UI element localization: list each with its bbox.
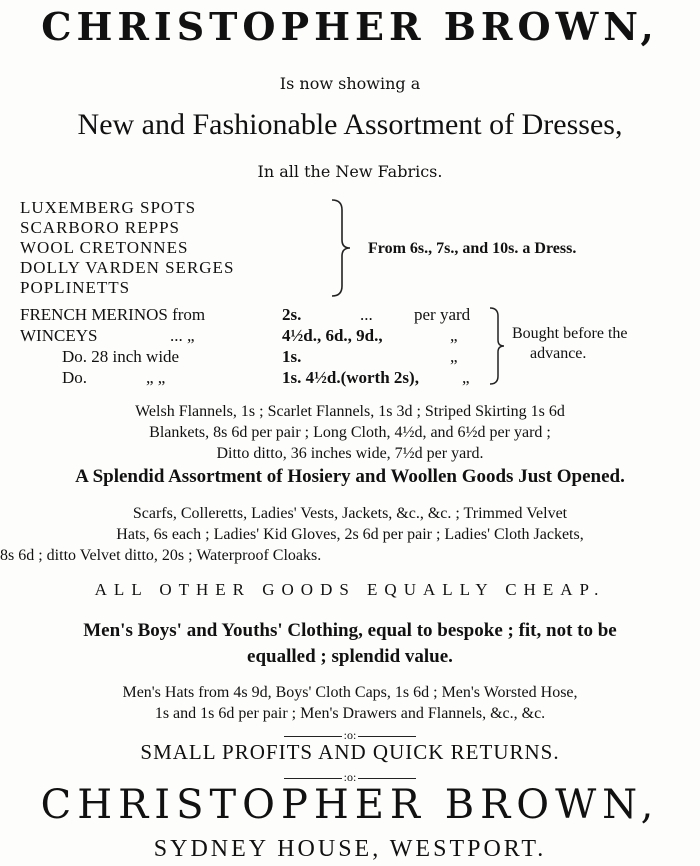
flannels-line: Welsh Flannels, 1s ; Scarlet Flannels, 1s 3d ; Striped Skirting 1s 6d — [135, 403, 565, 420]
hats-line: 1s and 1s 6d per pair ; Men's Drawers and Flannels, &c., &c. — [154, 705, 546, 722]
price-row — [20, 304, 500, 325]
fabric-item: POPLINETTS — [20, 278, 131, 297]
price-row-name: Do. — [62, 368, 88, 387]
clothing-line: equalled ; splendid value. — [247, 646, 453, 667]
bought-note — [512, 324, 628, 364]
price-row-name: WINCEYS — [20, 326, 98, 345]
hosiery-line: 8s 6d ; ditto Velvet ditto, 20s ; Waterproof Cloaks. — [0, 547, 322, 564]
price-row-price: 4½d., 6d., 9d., — [282, 326, 383, 345]
price-row-unit: per yard — [414, 305, 471, 324]
price-row-unit: „ — [462, 368, 470, 387]
price-row-name: FRENCH MERINOS from — [20, 305, 206, 324]
bought-note-line: advance. — [530, 345, 587, 362]
ornament-divider: :o: — [0, 770, 700, 785]
fabric-item: SCARBORO REPPS — [20, 218, 180, 237]
price-row — [20, 325, 500, 346]
bought-note-line: Bought before the — [512, 325, 628, 342]
price-row-price: 2s. — [282, 305, 302, 324]
merino-table — [20, 304, 500, 388]
price-row-unit: „ — [450, 326, 458, 345]
hosiery-line: Hats, 6s each ; Ladies' Kid Gloves, 2s 6d per pair ; Ladies' Cloth Jackets, — [116, 526, 584, 543]
showing-line: Is now showing a — [279, 74, 421, 93]
price-row-price: 1s. 4½d.(worth 2s), — [282, 368, 419, 387]
dress-price: From 6s., 7s., and 10s. a Dress. — [368, 240, 577, 257]
headline: New and Fashionable Assortment of Dresses, — [77, 108, 623, 141]
clothing-line: Men's Boys' and Youths' Clothing, equal to bespoke ; fit, not to be — [83, 620, 617, 641]
brace-icon — [328, 198, 352, 298]
hosiery-headline: A Splendid Assortment of Hosiery and Woollen Goods Just Opened. — [75, 466, 625, 487]
flannels-line: Blankets, 8s 6d per pair ; Long Cloth, 4½d, and 6½d per yard ; — [149, 424, 551, 441]
price-row-dots: ... — [360, 305, 373, 324]
slogan: SMALL PROFITS AND QUICK RETURNS. — [140, 740, 560, 764]
hosiery-line: Scarfs, Colleretts, Ladies' Vests, Jackets, &c., &c. ; Trimmed Velvet — [132, 505, 568, 522]
price-row-name: Do. 28 inch wide — [62, 347, 180, 366]
price-row-price: 1s. — [282, 347, 302, 366]
merchant-name-bottom: CHRISTOPHER BROWN, — [40, 782, 660, 828]
price-row-mark: „ „ — [146, 368, 166, 387]
ornament-divider: :o: — [0, 728, 700, 743]
address: SYDNEY HOUSE, WESTPORT. — [153, 836, 547, 862]
hats-line: Men's Hats from 4s 9d, Boys' Cloth Caps, 1s 6d ; Men's Worsted Hose, — [122, 684, 578, 701]
price-row — [20, 367, 500, 388]
subhead: In all the New Fabrics. — [257, 162, 443, 181]
price-row-mark: ... „ — [170, 326, 195, 345]
cheap-banner: ALL OTHER GOODS EQUALLY CHEAP. — [94, 580, 606, 599]
merchant-name-top: CHRISTOPHER BROWN, — [41, 4, 659, 49]
fabric-item: LUXEMBERG SPOTS — [20, 198, 197, 217]
brace-icon — [486, 306, 506, 386]
flannels-line: Ditto ditto, 36 inches wide, 7½d per yard. — [216, 445, 484, 462]
price-row-unit: „ — [450, 347, 458, 366]
price-row — [20, 346, 500, 367]
fabric-list — [20, 198, 234, 298]
fabric-item: DOLLY VARDEN SERGES — [20, 258, 235, 277]
fabric-item: WOOL CRETONNES — [20, 238, 189, 257]
